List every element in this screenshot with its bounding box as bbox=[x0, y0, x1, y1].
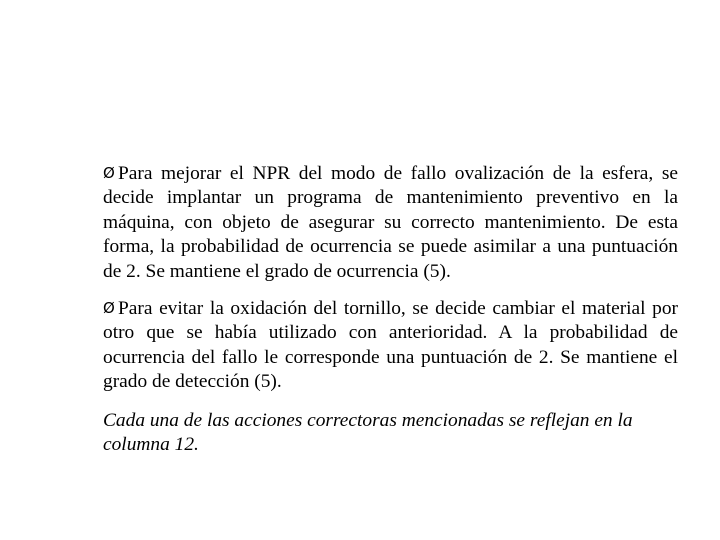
italic-note: Cada una de las acciones correctoras mencionadas se reflejan en la columna 12. bbox=[103, 409, 633, 456]
paragraph-1-text: Para mejorar el NPR del modo de fallo ovalización de la esfera, se decide implantar un programa de mantenimiento preventivo en la máquina, con objeto de asegurar su correcto mantenimiento. De esta forma, la probabilidad de ocurrencia se puede asimilar a una puntuación de 2. Se mantiene el grado de ocurrencia (5). bbox=[103, 163, 678, 282]
bullet-paragraph-2 bbox=[103, 296, 678, 395]
arrow-bullet-icon: Ø bbox=[103, 164, 115, 182]
slide-content bbox=[103, 161, 678, 457]
paragraph-2-text: Para evitar la oxidación del tornillo, se decide cambiar el material por otro que se había utilizado con anterioridad. A la probabilidad de ocurrencia del fallo le corresponde una puntuación de 2. Se mantiene el grado de detección (5). bbox=[103, 298, 678, 393]
arrow-bullet-icon: Ø bbox=[103, 299, 115, 318]
bullet-paragraph-1 bbox=[103, 161, 678, 284]
